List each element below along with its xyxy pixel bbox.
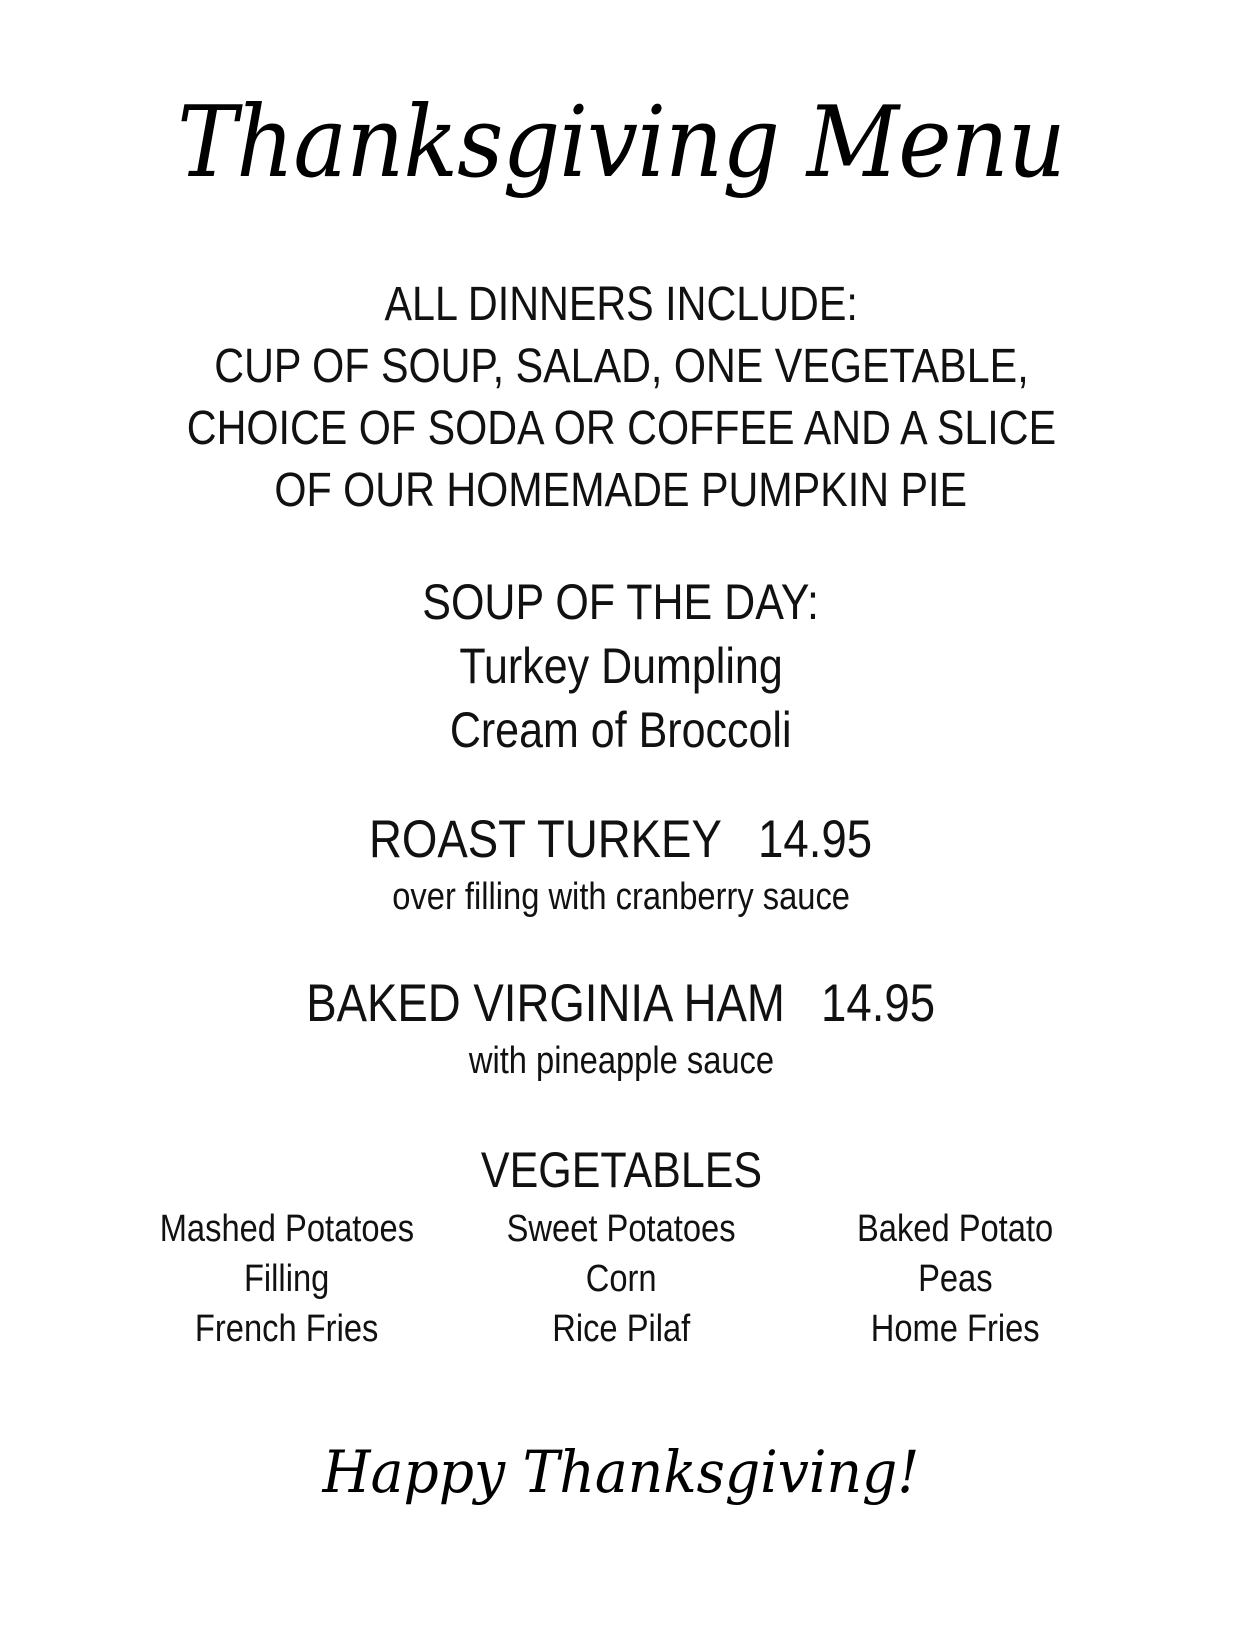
- dish-price: 14.95: [758, 810, 873, 869]
- soup-item: Turkey Dumpling: [459, 638, 783, 694]
- vegetables-heading: [0, 1138, 1242, 1202]
- dish-baked-ham: [0, 972, 1242, 1086]
- vegetables-column: [788, 1204, 1122, 1354]
- soup-heading: SOUP OF THE DAY:: [422, 574, 820, 630]
- includes-line: CHOICE OF SODA OR COFFEE AND A SLICE: [186, 402, 1056, 455]
- includes-line: OF OUR HOMEMADE PUMPKIN PIE: [274, 464, 968, 517]
- includes-line: ALL DINNERS INCLUDE:: [384, 278, 858, 331]
- vegetable-item: Mashed Potatoes: [159, 1208, 415, 1250]
- vegetable-item: Corn: [585, 1258, 657, 1300]
- vegetable-item: Filling: [244, 1258, 330, 1300]
- soup-item: Cream of Broccoli: [450, 702, 792, 758]
- vegetable-item: Baked Potato: [856, 1208, 1054, 1250]
- menu-title: Thanksgiving Menu: [177, 86, 1065, 200]
- vegetables-column: [120, 1204, 454, 1354]
- dish-price: 14.95: [821, 974, 936, 1033]
- dinner-includes: [0, 274, 1242, 522]
- vegetables-column: [454, 1204, 788, 1354]
- dish-description: over filling with cranberry sauce: [392, 876, 850, 918]
- soup-section: [0, 570, 1242, 762]
- vegetables-heading-text: VEGETABLES: [480, 1142, 762, 1198]
- vegetable-item: Rice Pilaf: [551, 1308, 691, 1350]
- dish-name: BAKED VIRGINIA HAM: [306, 974, 786, 1033]
- dish-name: ROAST TURKEY: [369, 810, 723, 869]
- dish-description: with pineapple sauce: [468, 1040, 774, 1082]
- vegetables-list: [120, 1204, 1122, 1354]
- vegetable-item: Peas: [917, 1258, 993, 1300]
- footer-greeting: Happy Thanksgiving!: [322, 1438, 920, 1506]
- dish-roast-turkey: [0, 808, 1242, 922]
- vegetable-item: French Fries: [195, 1308, 379, 1350]
- vegetable-item: Home Fries: [870, 1308, 1040, 1350]
- includes-line: CUP OF SOUP, SALAD, ONE VEGETABLE,: [213, 340, 1029, 393]
- vegetable-item: Sweet Potatoes: [506, 1208, 736, 1250]
